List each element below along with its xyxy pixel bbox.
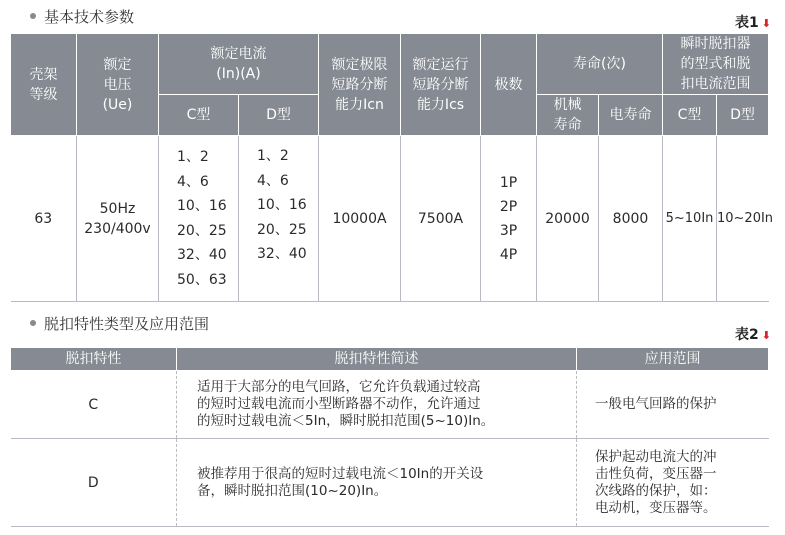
header-ics: 额定运行 短路分断 能力Ics xyxy=(401,34,481,136)
table-row xyxy=(11,439,769,527)
cell-trip-d: 10~20In xyxy=(717,136,769,302)
cell-elec-life: 8000 xyxy=(599,136,663,302)
cell-icn: 10000A xyxy=(319,136,401,302)
header-frame-grade: 壳架 等级 xyxy=(11,34,77,136)
cell-trip-desc: 被推荐用于很高的短时过载电流＜10In的开关设 备，瞬时脱扣范围(10~20)In。 xyxy=(177,439,577,527)
cell-voltage: 50Hz 230/400v xyxy=(77,136,159,302)
header-poles: 极数 xyxy=(481,34,537,136)
cell-poles: 1P 2P 3P 4P xyxy=(481,136,537,302)
header-trip-desc: 脱扣特性简述 xyxy=(177,348,577,371)
table-label-2: 表2 ⬇ xyxy=(735,327,771,343)
bullet-dot-icon xyxy=(30,13,36,19)
header-trip-type: 脱扣特性 xyxy=(11,348,177,371)
header-icn: 额定极限 短路分断 能力Icn xyxy=(319,34,401,136)
cell-frame: 63 xyxy=(11,136,77,302)
header-trip-type-d: D型 xyxy=(717,95,769,136)
table-label-1: 表1 ⬇ xyxy=(735,15,771,31)
section-title-basic-params: 基本技术参数 xyxy=(30,6,134,27)
download-marker-icon: ⬇ xyxy=(761,329,771,342)
cell-ics: 7500A xyxy=(401,136,481,302)
table-row xyxy=(11,136,769,302)
cell-trip-c: 5~10In xyxy=(663,136,717,302)
header-mech-life: 机械 寿命 xyxy=(537,95,599,136)
basic-params-table xyxy=(10,33,774,302)
table-row xyxy=(11,371,769,439)
bullet-dot-icon xyxy=(30,320,36,326)
cell-mech-life: 20000 xyxy=(537,136,599,302)
header-rated-voltage: 额定 电压 (Ue) xyxy=(77,34,159,136)
cell-trip-type: C xyxy=(11,371,177,439)
download-marker-icon: ⬇ xyxy=(761,17,771,30)
header-current-type-d: D型 xyxy=(239,95,319,136)
cell-application: 保护起动电流大的冲 击性负荷，变压器一 次线路的保护，如： 电动机，变压器等。 xyxy=(577,439,769,527)
cell-current-d: 1、2 4、6 10、16 20、25 32、40 xyxy=(239,136,319,302)
cell-trip-type: D xyxy=(11,439,177,527)
header-rated-current: 额定电流 (In)(A) xyxy=(159,34,319,95)
cell-current-c: 1、2 4、6 10、16 20、25 32、40 50、63 xyxy=(159,136,239,302)
header-trip: 瞬时脱扣器 的型式和脱 扣电流范围 xyxy=(663,34,769,95)
cell-application: 一般电气回路的保护 xyxy=(577,371,769,439)
section-title-trip-characteristics: 脱扣特性类型及应用范围 xyxy=(30,313,209,334)
header-application: 应用范围 xyxy=(577,348,769,371)
header-current-type-c: C型 xyxy=(159,95,239,136)
header-trip-type-c: C型 xyxy=(663,95,717,136)
cell-trip-desc: 适用于大部分的电气回路，它允许负载通过较高 的短时过载电流而小型断路器不动作，允许通过 的短时过载电流＜5In，瞬时脱扣范围(5~10)In。 xyxy=(177,371,577,439)
trip-characteristics-table xyxy=(10,347,769,527)
header-life: 寿命(次) xyxy=(537,34,663,95)
header-elec-life: 电寿命 xyxy=(599,95,663,136)
